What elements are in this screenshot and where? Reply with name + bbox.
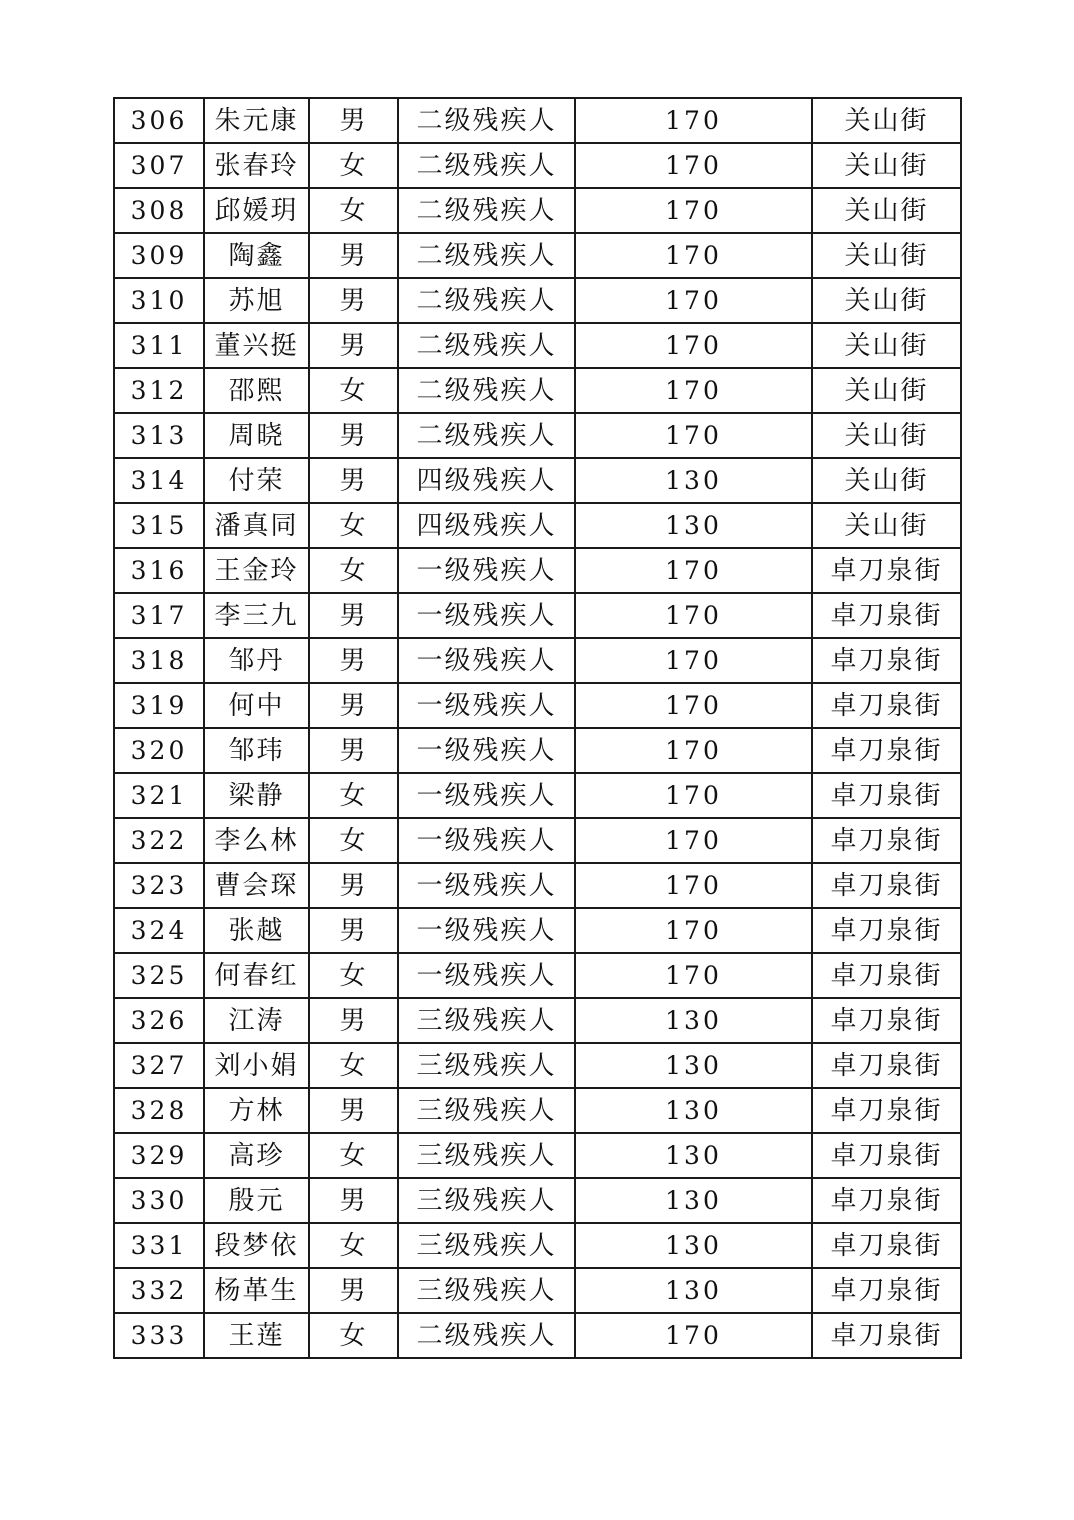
table-row bbox=[114, 773, 961, 818]
street-cell: 关山街 bbox=[812, 368, 961, 413]
table-row bbox=[114, 98, 961, 143]
gender-cell: 女 bbox=[309, 188, 398, 233]
street-cell: 关山街 bbox=[812, 323, 961, 368]
gender-cell: 男 bbox=[309, 413, 398, 458]
row-number-cell: 317 bbox=[114, 593, 204, 638]
table-row bbox=[114, 1223, 961, 1268]
amount-cell: 130 bbox=[575, 458, 812, 503]
name-cell: 邹丹 bbox=[204, 638, 309, 683]
row-number-cell: 309 bbox=[114, 233, 204, 278]
amount-cell: 130 bbox=[575, 998, 812, 1043]
row-number-cell: 310 bbox=[114, 278, 204, 323]
name-cell: 江涛 bbox=[204, 998, 309, 1043]
street-cell: 关山街 bbox=[812, 458, 961, 503]
disability-level-cell: 一级残疾人 bbox=[398, 863, 575, 908]
gender-cell: 男 bbox=[309, 1178, 398, 1223]
gender-cell: 女 bbox=[309, 953, 398, 998]
gender-cell: 男 bbox=[309, 278, 398, 323]
street-cell: 卓刀泉街 bbox=[812, 728, 961, 773]
disability-level-cell: 一级残疾人 bbox=[398, 728, 575, 773]
amount-cell: 170 bbox=[575, 1313, 812, 1358]
name-cell: 张越 bbox=[204, 908, 309, 953]
disability-level-cell: 三级残疾人 bbox=[398, 998, 575, 1043]
gender-cell: 女 bbox=[309, 143, 398, 188]
name-cell: 潘真同 bbox=[204, 503, 309, 548]
row-number-cell: 328 bbox=[114, 1088, 204, 1133]
amount-cell: 130 bbox=[575, 1178, 812, 1223]
table-row bbox=[114, 278, 961, 323]
street-cell: 卓刀泉街 bbox=[812, 1133, 961, 1178]
gender-cell: 女 bbox=[309, 368, 398, 413]
disability-level-cell: 二级残疾人 bbox=[398, 413, 575, 458]
gender-cell: 女 bbox=[309, 1313, 398, 1358]
disability-level-cell: 一级残疾人 bbox=[398, 548, 575, 593]
amount-cell: 170 bbox=[575, 818, 812, 863]
street-cell: 关山街 bbox=[812, 413, 961, 458]
amount-cell: 130 bbox=[575, 1133, 812, 1178]
row-number-cell: 329 bbox=[114, 1133, 204, 1178]
gender-cell: 男 bbox=[309, 638, 398, 683]
name-cell: 曹会琛 bbox=[204, 863, 309, 908]
name-cell: 邹玮 bbox=[204, 728, 309, 773]
name-cell: 董兴挺 bbox=[204, 323, 309, 368]
street-cell: 关山街 bbox=[812, 503, 961, 548]
amount-cell: 170 bbox=[575, 413, 812, 458]
row-number-cell: 316 bbox=[114, 548, 204, 593]
disability-level-cell: 三级残疾人 bbox=[398, 1043, 575, 1088]
table-row bbox=[114, 1088, 961, 1133]
gender-cell: 男 bbox=[309, 323, 398, 368]
gender-cell: 男 bbox=[309, 908, 398, 953]
amount-cell: 130 bbox=[575, 1088, 812, 1133]
street-cell: 卓刀泉街 bbox=[812, 593, 961, 638]
street-cell: 卓刀泉街 bbox=[812, 773, 961, 818]
disability-level-cell: 一级残疾人 bbox=[398, 638, 575, 683]
street-cell: 卓刀泉街 bbox=[812, 1223, 961, 1268]
table-row bbox=[114, 998, 961, 1043]
name-cell: 梁静 bbox=[204, 773, 309, 818]
row-number-cell: 321 bbox=[114, 773, 204, 818]
row-number-cell: 307 bbox=[114, 143, 204, 188]
row-number-cell: 311 bbox=[114, 323, 204, 368]
street-cell: 卓刀泉街 bbox=[812, 1043, 961, 1088]
name-cell: 邵熙 bbox=[204, 368, 309, 413]
table-row bbox=[114, 233, 961, 278]
gender-cell: 女 bbox=[309, 1043, 398, 1088]
table-row bbox=[114, 1313, 961, 1358]
amount-cell: 170 bbox=[575, 863, 812, 908]
disability-level-cell: 二级残疾人 bbox=[398, 98, 575, 143]
amount-cell: 170 bbox=[575, 773, 812, 818]
disability-level-cell: 一级残疾人 bbox=[398, 953, 575, 998]
amount-cell: 170 bbox=[575, 683, 812, 728]
name-cell: 何春红 bbox=[204, 953, 309, 998]
amount-cell: 170 bbox=[575, 638, 812, 683]
row-number-cell: 327 bbox=[114, 1043, 204, 1088]
table-row bbox=[114, 953, 961, 998]
name-cell: 朱元康 bbox=[204, 98, 309, 143]
row-number-cell: 314 bbox=[114, 458, 204, 503]
row-number-cell: 331 bbox=[114, 1223, 204, 1268]
row-number-cell: 325 bbox=[114, 953, 204, 998]
table-row bbox=[114, 1268, 961, 1313]
street-cell: 卓刀泉街 bbox=[812, 998, 961, 1043]
table-row bbox=[114, 1178, 961, 1223]
table-row bbox=[114, 818, 961, 863]
name-cell: 付荣 bbox=[204, 458, 309, 503]
gender-cell: 男 bbox=[309, 233, 398, 278]
disability-level-cell: 四级残疾人 bbox=[398, 503, 575, 548]
table-row bbox=[114, 503, 961, 548]
gender-cell: 男 bbox=[309, 98, 398, 143]
table-row bbox=[114, 143, 961, 188]
gender-cell: 男 bbox=[309, 458, 398, 503]
amount-cell: 170 bbox=[575, 908, 812, 953]
gender-cell: 女 bbox=[309, 818, 398, 863]
table-row bbox=[114, 323, 961, 368]
row-number-cell: 312 bbox=[114, 368, 204, 413]
gender-cell: 男 bbox=[309, 998, 398, 1043]
disability-level-cell: 三级残疾人 bbox=[398, 1088, 575, 1133]
table-row bbox=[114, 368, 961, 413]
name-cell: 杨革生 bbox=[204, 1268, 309, 1313]
table-row bbox=[114, 1043, 961, 1088]
row-number-cell: 324 bbox=[114, 908, 204, 953]
amount-cell: 170 bbox=[575, 548, 812, 593]
disability-level-cell: 三级残疾人 bbox=[398, 1223, 575, 1268]
street-cell: 卓刀泉街 bbox=[812, 863, 961, 908]
amount-cell: 170 bbox=[575, 143, 812, 188]
street-cell: 卓刀泉街 bbox=[812, 818, 961, 863]
disability-level-cell: 二级残疾人 bbox=[398, 143, 575, 188]
table-row bbox=[114, 548, 961, 593]
row-number-cell: 320 bbox=[114, 728, 204, 773]
disability-level-cell: 一级残疾人 bbox=[398, 683, 575, 728]
disability-level-cell: 二级残疾人 bbox=[398, 233, 575, 278]
name-cell: 李三九 bbox=[204, 593, 309, 638]
name-cell: 李么林 bbox=[204, 818, 309, 863]
name-cell: 王金玲 bbox=[204, 548, 309, 593]
street-cell: 关山街 bbox=[812, 233, 961, 278]
amount-cell: 130 bbox=[575, 1268, 812, 1313]
table-row bbox=[114, 908, 961, 953]
amount-cell: 170 bbox=[575, 593, 812, 638]
gender-cell: 女 bbox=[309, 548, 398, 593]
table-row bbox=[114, 188, 961, 233]
disability-level-cell: 一级残疾人 bbox=[398, 773, 575, 818]
row-number-cell: 330 bbox=[114, 1178, 204, 1223]
table-row bbox=[114, 458, 961, 503]
table-row bbox=[114, 863, 961, 908]
row-number-cell: 322 bbox=[114, 818, 204, 863]
table-row bbox=[114, 728, 961, 773]
street-cell: 卓刀泉街 bbox=[812, 908, 961, 953]
street-cell: 卓刀泉街 bbox=[812, 683, 961, 728]
street-cell: 关山街 bbox=[812, 278, 961, 323]
name-cell: 段梦依 bbox=[204, 1223, 309, 1268]
name-cell: 周晓 bbox=[204, 413, 309, 458]
disability-level-cell: 一级残疾人 bbox=[398, 908, 575, 953]
disability-level-cell: 三级残疾人 bbox=[398, 1133, 575, 1178]
disability-level-cell: 二级残疾人 bbox=[398, 1313, 575, 1358]
amount-cell: 170 bbox=[575, 278, 812, 323]
name-cell: 陶鑫 bbox=[204, 233, 309, 278]
table-row bbox=[114, 413, 961, 458]
row-number-cell: 332 bbox=[114, 1268, 204, 1313]
roster-table-body bbox=[114, 98, 961, 1358]
gender-cell: 女 bbox=[309, 503, 398, 548]
amount-cell: 170 bbox=[575, 728, 812, 773]
amount-cell: 130 bbox=[575, 503, 812, 548]
street-cell: 卓刀泉街 bbox=[812, 953, 961, 998]
name-cell: 邱媛玥 bbox=[204, 188, 309, 233]
street-cell: 卓刀泉街 bbox=[812, 1088, 961, 1133]
gender-cell: 女 bbox=[309, 773, 398, 818]
disability-level-cell: 二级残疾人 bbox=[398, 278, 575, 323]
disability-level-cell: 二级残疾人 bbox=[398, 368, 575, 413]
name-cell: 张春玲 bbox=[204, 143, 309, 188]
name-cell: 高珍 bbox=[204, 1133, 309, 1178]
gender-cell: 女 bbox=[309, 1133, 398, 1178]
disability-level-cell: 四级残疾人 bbox=[398, 458, 575, 503]
amount-cell: 170 bbox=[575, 188, 812, 233]
amount-cell: 170 bbox=[575, 323, 812, 368]
gender-cell: 男 bbox=[309, 863, 398, 908]
street-cell: 卓刀泉街 bbox=[812, 548, 961, 593]
table-row bbox=[114, 593, 961, 638]
street-cell: 关山街 bbox=[812, 188, 961, 233]
amount-cell: 170 bbox=[575, 953, 812, 998]
name-cell: 苏旭 bbox=[204, 278, 309, 323]
amount-cell: 170 bbox=[575, 368, 812, 413]
gender-cell: 男 bbox=[309, 728, 398, 773]
row-number-cell: 333 bbox=[114, 1313, 204, 1358]
disability-level-cell: 三级残疾人 bbox=[398, 1178, 575, 1223]
gender-cell: 男 bbox=[309, 683, 398, 728]
street-cell: 卓刀泉街 bbox=[812, 1178, 961, 1223]
disability-level-cell: 二级残疾人 bbox=[398, 323, 575, 368]
row-number-cell: 306 bbox=[114, 98, 204, 143]
street-cell: 关山街 bbox=[812, 143, 961, 188]
amount-cell: 170 bbox=[575, 98, 812, 143]
amount-cell: 130 bbox=[575, 1223, 812, 1268]
street-cell: 关山街 bbox=[812, 98, 961, 143]
row-number-cell: 315 bbox=[114, 503, 204, 548]
table-row bbox=[114, 683, 961, 728]
street-cell: 卓刀泉街 bbox=[812, 1313, 961, 1358]
gender-cell: 男 bbox=[309, 593, 398, 638]
name-cell: 王莲 bbox=[204, 1313, 309, 1358]
row-number-cell: 318 bbox=[114, 638, 204, 683]
disability-level-cell: 三级残疾人 bbox=[398, 1268, 575, 1313]
name-cell: 殷元 bbox=[204, 1178, 309, 1223]
gender-cell: 女 bbox=[309, 1223, 398, 1268]
row-number-cell: 319 bbox=[114, 683, 204, 728]
roster-table bbox=[113, 97, 962, 1359]
name-cell: 刘小娟 bbox=[204, 1043, 309, 1088]
name-cell: 何中 bbox=[204, 683, 309, 728]
street-cell: 卓刀泉街 bbox=[812, 638, 961, 683]
row-number-cell: 308 bbox=[114, 188, 204, 233]
disability-level-cell: 二级残疾人 bbox=[398, 188, 575, 233]
table-row bbox=[114, 638, 961, 683]
gender-cell: 男 bbox=[309, 1088, 398, 1133]
row-number-cell: 326 bbox=[114, 998, 204, 1043]
row-number-cell: 313 bbox=[114, 413, 204, 458]
name-cell: 方林 bbox=[204, 1088, 309, 1133]
amount-cell: 130 bbox=[575, 1043, 812, 1088]
gender-cell: 男 bbox=[309, 1268, 398, 1313]
amount-cell: 170 bbox=[575, 233, 812, 278]
street-cell: 卓刀泉街 bbox=[812, 1268, 961, 1313]
table-row bbox=[114, 1133, 961, 1178]
row-number-cell: 323 bbox=[114, 863, 204, 908]
disability-level-cell: 一级残疾人 bbox=[398, 593, 575, 638]
disability-level-cell: 一级残疾人 bbox=[398, 818, 575, 863]
